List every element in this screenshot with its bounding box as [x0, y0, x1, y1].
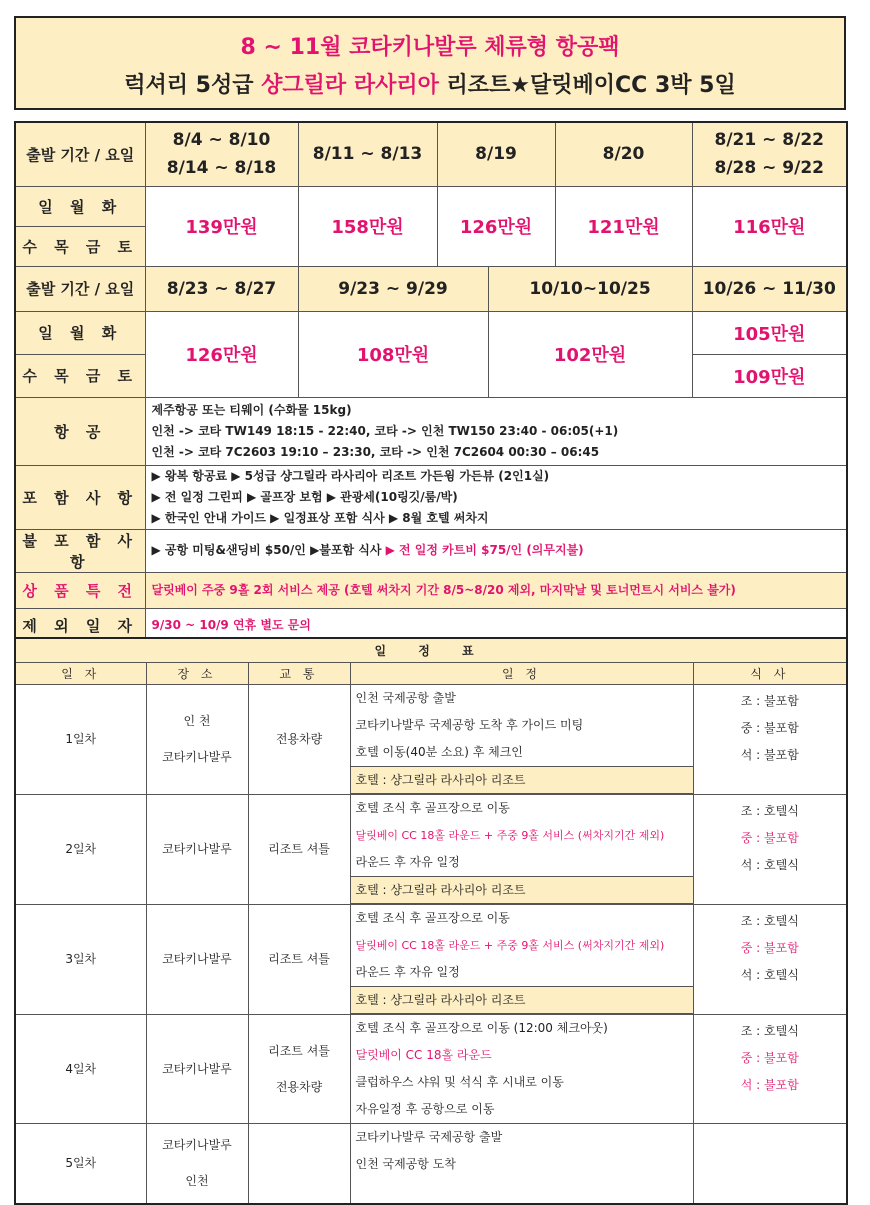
- title-line-2: [16, 68, 844, 99]
- weekend-label-1: 수 목 금 토: [15, 226, 145, 266]
- schedule-row: [15, 794, 847, 904]
- itinerary-item: 달릿베이 CC 18홀 라운드: [355, 1047, 492, 1062]
- period-cell: 8/20: [555, 122, 692, 186]
- place-cell: [146, 794, 248, 904]
- col-day: 일 자: [15, 662, 146, 684]
- schedule-row: [15, 904, 847, 1014]
- period-cell: 8/4 ~ 8/10 8/14 ~ 8/18: [145, 122, 298, 186]
- period-cell: 8/21 ~ 8/22 8/28 ~ 9/22: [692, 122, 847, 186]
- meal-item: 중 : 불포함: [740, 830, 799, 845]
- schedule-row: [15, 1123, 847, 1204]
- special-info: 달릿베이 주중 9홀 2회 서비스 제공 (호텔 써차지 기간 8/5~8/20 제외, 마지막날 및 토너먼트시 서비스 불가): [145, 572, 847, 608]
- price-cell: 121만원: [555, 186, 692, 266]
- transport-name: 리조트 셔틀: [268, 842, 330, 856]
- place-cell: [146, 904, 248, 1014]
- price-cell: 139만원: [145, 186, 298, 266]
- itinerary-item: 코타키나발루 국제공항 도착 후 가이드 미팅: [355, 717, 584, 732]
- price-table: [14, 121, 848, 645]
- itinerary-item: 달릿베이 CC 18홀 라운드 + 주중 9홀 서비스 (써차지기간 제외): [355, 828, 665, 842]
- transport-name: 전용차량: [275, 732, 323, 746]
- exclude-label: 불 포 함 사 항: [15, 529, 145, 572]
- transport-cell: [248, 684, 350, 794]
- itinerary-item: 라운드 후 자유 일정: [355, 964, 460, 979]
- price-cell: 126만원: [437, 186, 555, 266]
- price-cell-weekend: 109만원: [692, 354, 847, 397]
- itinerary-item: 인천 국제공항 출발: [355, 690, 456, 705]
- place-cell: [146, 1014, 248, 1123]
- period-label-2: 출발 기간 / 요일: [15, 266, 145, 311]
- period-label-1: 출발 기간 / 요일: [15, 122, 145, 186]
- period-cell: 9/23 ~ 9/29: [298, 266, 488, 311]
- except-label: 제 외 일 자: [15, 608, 145, 644]
- schedule-row: [15, 684, 847, 794]
- special-label: 상 품 특 전: [15, 572, 145, 608]
- meal-item: 석 : 호텔식: [740, 967, 799, 982]
- itinerary-cell: [350, 904, 693, 1014]
- price-cell: 108만원: [298, 311, 488, 397]
- itinerary-item: 클럽하우스 샤워 및 석식 후 시내로 이동: [355, 1074, 564, 1089]
- meal-cell: [693, 1014, 847, 1123]
- place-name: 코타키나발루: [162, 1061, 232, 1076]
- schedule-table: [14, 637, 848, 1205]
- place-name: 인천: [185, 1174, 209, 1189]
- price-cell: 102만원: [488, 311, 692, 397]
- price-cell: 116만원: [692, 186, 847, 266]
- transport-cell: [248, 1123, 350, 1204]
- place-name: 인 천: [183, 714, 211, 728]
- meal-cell: [693, 1123, 847, 1204]
- day-label: 5일차: [15, 1123, 146, 1204]
- meal-item: 조 : 호텔식: [740, 803, 799, 818]
- itinerary-item: 달릿베이 CC 18홀 라운드 + 주중 9홀 서비스 (써차지기간 제외): [355, 938, 665, 952]
- place-name: 코타키나발루: [162, 750, 232, 764]
- meal-cell: [693, 684, 847, 794]
- place-cell: [146, 1123, 248, 1204]
- except-info: 9/30 ~ 10/9 연휴 별도 문의: [145, 608, 847, 644]
- include-label: 포 함 사 항: [15, 465, 145, 529]
- itinerary-cell: [350, 794, 693, 904]
- period-cell: 8/19: [437, 122, 555, 186]
- meal-item: 석 : 불포함: [740, 1077, 799, 1092]
- meal-item: 중 : 불포함: [740, 1050, 799, 1065]
- day-label: 2일차: [15, 794, 146, 904]
- title-hotel: 샹그릴라 라사리아: [261, 73, 439, 98]
- price-cell: 126만원: [145, 311, 298, 397]
- schedule-title: 일 정 표: [15, 638, 847, 662]
- meal-item: 석 : 불포함: [740, 747, 799, 762]
- hotel-line: 호텔 : 샹그릴라 라사리아 리조트: [351, 766, 694, 794]
- col-meals: 식 사: [693, 662, 847, 684]
- place-name: 코타키나발루: [162, 842, 232, 856]
- itinerary-cell: [350, 1014, 693, 1123]
- title-suffix: 리조트★달릿베이CC 3박 5일: [438, 73, 736, 98]
- place-name: 코타키나발루: [162, 1138, 232, 1153]
- schedule-row: [15, 1014, 847, 1123]
- meal-item: 조 : 호텔식: [740, 1023, 799, 1038]
- itinerary-item: 인천 국제공항 도착: [355, 1156, 456, 1171]
- itinerary-cell: [350, 1123, 693, 1204]
- itinerary-item: 호텔 이동(40분 소요) 후 체크인: [355, 744, 523, 759]
- itinerary-item: 호텔 조식 후 골프장으로 이동: [355, 800, 510, 815]
- flight-label: 항 공: [15, 397, 145, 465]
- day-label: 3일차: [15, 904, 146, 1014]
- itinerary-cell: [350, 684, 693, 794]
- transport-name: 리조트 셔틀: [268, 952, 330, 966]
- period-cell: 10/10~10/25: [488, 266, 692, 311]
- title-banner: [14, 16, 846, 110]
- transport-name: 전용차량: [275, 1079, 323, 1094]
- meal-cell: [693, 904, 847, 1014]
- place-cell: [146, 684, 248, 794]
- place-name: 코타키나발루: [162, 952, 232, 966]
- price-cell-weekday: 105만원: [692, 311, 847, 354]
- itinerary-item: 라운드 후 자유 일정: [355, 854, 460, 869]
- transport-cell: [248, 1014, 350, 1123]
- meal-item: 석 : 호텔식: [740, 857, 799, 872]
- weekday-label-2: 일 월 화: [15, 311, 145, 354]
- title-prefix: 럭셔리 5성급: [124, 73, 262, 98]
- meal-item: 조 : 불포함: [740, 693, 799, 708]
- meal-cell: [693, 794, 847, 904]
- col-place: 장 소: [146, 662, 248, 684]
- transport-cell: [248, 904, 350, 1014]
- weekday-label-1: 일 월 화: [15, 186, 145, 226]
- title-line-1: 8 ~ 11월 코타키나발루 체류형 항공팩: [240, 35, 620, 60]
- day-label: 1일차: [15, 684, 146, 794]
- transport-name: 리조트 셔틀: [268, 1043, 330, 1058]
- col-transport: 교 통: [248, 662, 350, 684]
- period-cell: 10/26 ~ 11/30: [692, 266, 847, 311]
- meal-item: 중 : 불포함: [740, 720, 799, 735]
- transport-cell: [248, 794, 350, 904]
- itinerary-item: 호텔 조식 후 골프장으로 이동: [355, 910, 510, 925]
- hotel-line: 호텔 : 샹그릴라 라사리아 리조트: [351, 876, 694, 904]
- meal-item: 조 : 호텔식: [740, 913, 799, 928]
- itinerary-item: 코타키나발루 국제공항 출발: [355, 1129, 503, 1144]
- day-label: 4일차: [15, 1014, 146, 1123]
- col-itinerary: 일 정: [350, 662, 693, 684]
- exclude-info: ▶ 공항 미팅&샌딩비 $50/인 ▶불포함 식사 ▶ 전 일정 카트비 $75/인 (의무지불): [145, 529, 847, 572]
- meal-item: 중 : 불포함: [740, 940, 799, 955]
- weekend-label-2: 수 목 금 토: [15, 354, 145, 397]
- itinerary-item: 호텔 조식 후 골프장으로 이동 (12:00 체크아웃): [355, 1020, 608, 1035]
- flight-info: 제주항공 또는 티웨이 (수화물 15kg) 인천 -> 코타 TW149 18:15 - 22:40, 코타 -> 인천 TW150 23:40 - 06:05(+1) 인천 -> 코타 7C2603 19:10 – 23:30, 코타 -> 인천 7C2604 00:30 – 06:45: [145, 397, 847, 465]
- include-info: ▶ 왕복 항공료 ▶ 5성급 샹그릴라 라사리아 리조트 가든윙 가든뷰 (2인1실) ▶ 전 일정 그린피 ▶ 골프장 보험 ▶ 관광세(10링깃/룸/박) ▶ 한국인 안내 가이드 ▶ 일정표상 포함 식사 ▶ 8월 호텔 써차지: [145, 465, 847, 529]
- period-cell: 8/11 ~ 8/13: [298, 122, 437, 186]
- period-cell: 8/23 ~ 8/27: [145, 266, 298, 311]
- price-cell: 158만원: [298, 186, 437, 266]
- hotel-line: 호텔 : 샹그릴라 라사리아 리조트: [351, 986, 694, 1014]
- itinerary-item: 자유일정 후 공항으로 이동: [355, 1101, 495, 1116]
